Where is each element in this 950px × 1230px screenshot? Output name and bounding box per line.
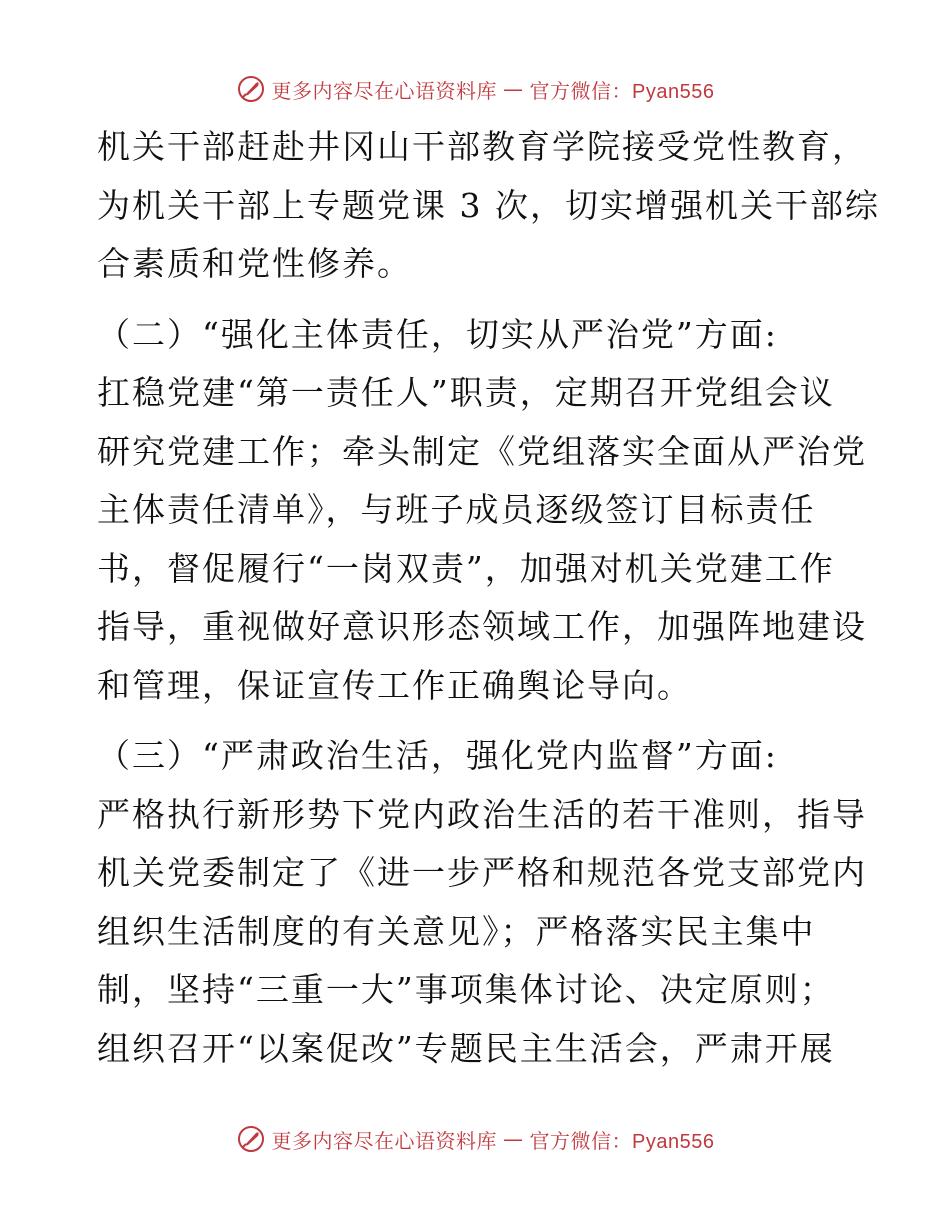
text-line: 主体责任清单》，与班子成员逐级签订目标责任 (97, 490, 816, 529)
text-line: 机关党委制定了《进一步严格和规范各党支部党内 (97, 853, 867, 892)
watermark-separator: — (503, 77, 524, 101)
header-watermark (0, 74, 950, 104)
feather-pen-circle-icon (236, 1124, 266, 1154)
text-line: 严格执行新形势下党内政治生活的若干准则，指导 (97, 794, 867, 834)
text-line: 为机关干部上专题党课 3 次，切实增强机关干部综 (97, 185, 880, 225)
text-line: 合素质和党性修养。 (97, 244, 412, 283)
paragraph-section-2 (97, 306, 867, 716)
watermark-text: 更多内容尽在心语资料库 (271, 78, 498, 103)
text-line: 组织召开“以案促改”专题民主生活会，严肃开展 (97, 1028, 835, 1068)
text-line: 扛稳党建“第一责任人”职责，定期召开党组会议 (97, 373, 835, 412)
watermark-separator: — (503, 1127, 524, 1151)
text-line: 组织生活制度的有关意见》；严格落实民主集中 (97, 911, 816, 951)
paragraph-continuation (97, 118, 880, 294)
feather-pen-circle-icon (236, 74, 266, 104)
footer-watermark (0, 1124, 950, 1154)
text-line: 机关干部赶赴井冈山干部教育学院接受党性教育， (97, 127, 867, 166)
text-line: 书，督促履行“一岗双责”，加强对机关党建工作 (97, 548, 835, 588)
section-heading: （二）“强化主体责任，切实从严治党”方面: (97, 314, 778, 354)
watermark-text: 更多内容尽在心语资料库 (271, 1128, 498, 1153)
text-line: 和管理，保证宣传工作正确舆论导向。 (97, 665, 692, 705)
document-body (97, 118, 880, 1078)
text-line: 指导，重视做好意识形态领域工作，加强阵地建设 (97, 607, 867, 646)
paragraph-section-3 (97, 727, 867, 1078)
text-line: 制，坚持“三重一大”事项集体讨论、决定原则； (97, 970, 835, 1009)
section-heading: （三）“严肃政治生活，强化党内监督”方面: (97, 736, 778, 775)
watermark-account: 官方微信：Pyan556 (529, 80, 715, 103)
text-line: 研究党建工作；牵头制定《党组落实全面从严治党 (97, 431, 867, 471)
watermark-account: 官方微信：Pyan556 (529, 1130, 715, 1153)
